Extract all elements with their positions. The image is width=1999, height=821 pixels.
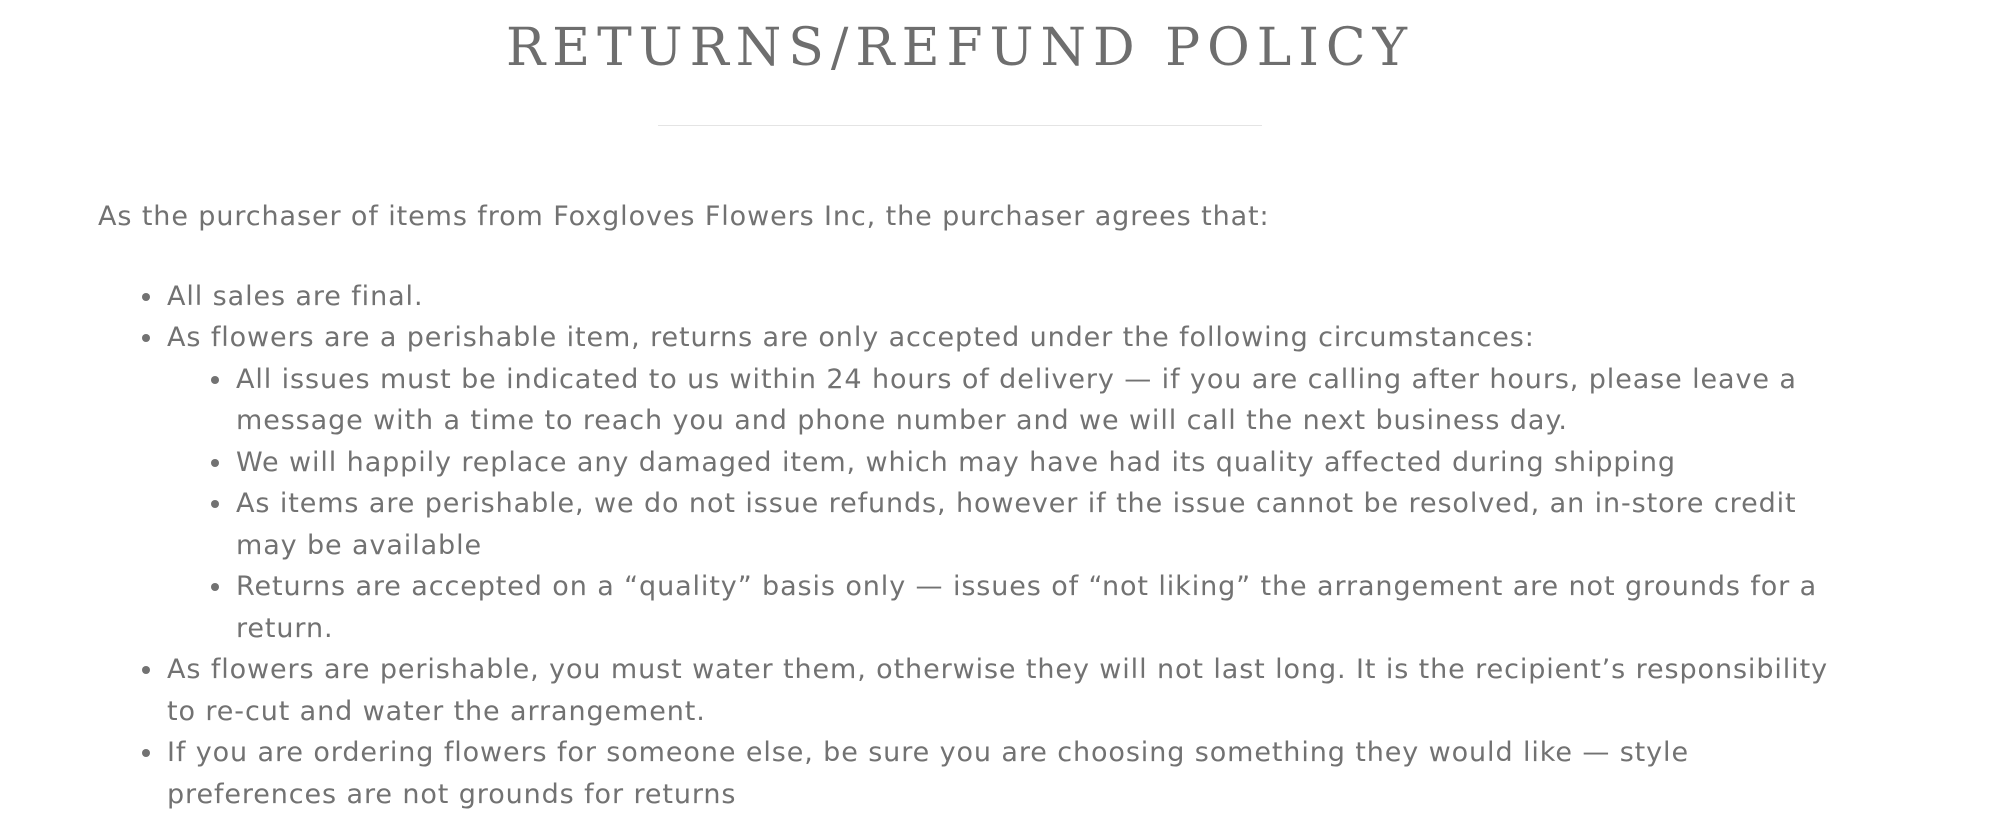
circumstance-item-text: We will happily replace any damaged item, which may have had its quality affected during shipping	[236, 446, 1676, 478]
circumstance-item-text: Returns are accepted on a “quality” basis only — issues of “not liking” the arrangement are not grounds for a return.	[236, 571, 1818, 644]
circumstances-list	[167, 359, 1858, 650]
policy-item-text: As flowers are a perishable item, returns are only accepted under the following circumstances:	[167, 322, 1535, 353]
circumstance-item-replace-damaged	[236, 442, 1858, 484]
policy-item-text: As flowers are perishable, you must water them, otherwise they will not last long. It is the recipient’s responsibility to re-cut and water the arrangement.	[167, 654, 1828, 727]
policy-content	[98, 196, 1858, 815]
policy-item-returns-circumstances	[167, 317, 1858, 649]
page-title: RETURNS/REFUND POLICY	[506, 18, 1414, 78]
circumstance-item-24-hours	[236, 359, 1858, 442]
circumstance-item-text: All issues must be indicated to us within 24 hours of delivery — if you are calling after hours, please leave a message with a time to reach you and phone number and we will call the next business day.	[236, 363, 1797, 436]
policy-item-all-sales-final	[167, 276, 1858, 318]
circumstance-item-quality-basis	[236, 566, 1858, 649]
policy-item-text: If you are ordering flowers for someone else, be sure you are choosing something they would like — style preferences are not grounds for returns	[167, 737, 1689, 810]
circumstance-item-text: As items are perishable, we do not issue refunds, however if the issue cannot be resolved, an in-store credit may be available	[236, 488, 1797, 561]
circumstance-item-no-refunds	[236, 483, 1858, 566]
policy-item-ordering-for-others	[167, 732, 1858, 815]
policy-item-water-flowers	[167, 649, 1858, 732]
policy-item-text: All sales are final.	[167, 280, 424, 312]
intro-text: As the purchaser of items from Foxgloves Flowers Inc, the purchaser agrees that:	[98, 201, 1270, 232]
policy-list	[98, 276, 1858, 816]
title-divider	[658, 125, 1262, 126]
